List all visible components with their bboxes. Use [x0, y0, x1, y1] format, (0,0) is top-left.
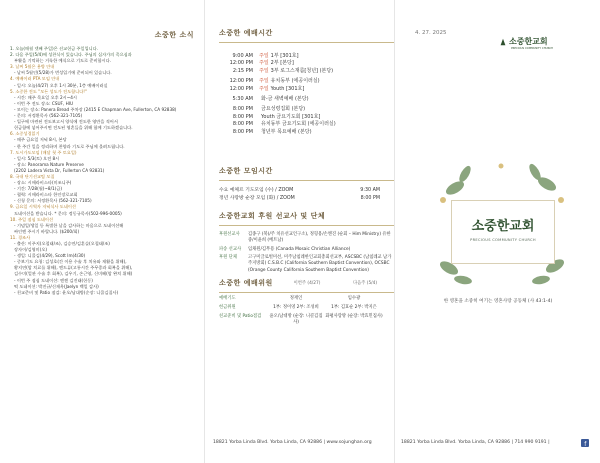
- schedule-row: [219, 96, 394, 103]
- divider: [219, 180, 394, 181]
- meeting-name: 정년 사랑방 순장 모임 (화) / ZOOM: [219, 196, 295, 202]
- news-item: 10. 주일 점심 도네이션: [10, 216, 54, 222]
- svg-text:f: f: [584, 441, 587, 447]
- servant-c2: 1부: 김효순 2부: 박지은: [331, 304, 377, 310]
- schedule-desc: 1부 [301호]: [270, 53, 299, 59]
- schedule-time: 8:00 PM: [232, 128, 253, 135]
- news-item: - 장소: 시애라비스타(미조니주): [14, 180, 72, 186]
- meeting-row: [219, 195, 394, 203]
- schedule-day: 주일: [259, 78, 269, 85]
- bulletin-date: 4. 27. 2025: [415, 30, 447, 36]
- schedule-desc: Youth 금요기도회 [301호]: [261, 113, 321, 120]
- news-item: - 문의: 서정환목사 (562-321-7105): [14, 113, 83, 119]
- servant-c1: 윤오/남대방 (순장: 니콜김집사): [269, 313, 323, 325]
- mission-row: [219, 247, 394, 253]
- news-item: - 일시: 5/3(토) 오전 8시: [14, 155, 60, 161]
- cover-panel: [394, 0, 600, 463]
- news-item: (2202 Ladera Vista Dr, Fullerton CA 92831): [14, 167, 105, 173]
- servant-c2: 임수광: [347, 295, 361, 301]
- schedule-day: 주일: [259, 85, 269, 92]
- facebook-icon[interactable]: [581, 439, 589, 447]
- servant-k: 예배기도: [219, 295, 236, 301]
- news-panel: [0, 0, 204, 463]
- news-item: - 이번 주 전도 장소: CSUF, HIU: [14, 100, 74, 106]
- news-item: 황지연(암 치료를 위해), 엔드류(고통시간 주무종과 회복을 위해),: [14, 265, 133, 271]
- schedule-row: [219, 106, 394, 113]
- mission-title: 소중한교회 후원 선교사 및 단체: [219, 212, 326, 221]
- schedule-time: 8:00 PM: [232, 106, 253, 113]
- schedule-row: [219, 86, 394, 93]
- schedule-row: [219, 68, 394, 75]
- cover-verse: 한 영혼을 소중히 여기는 영혼사랑 공동체 (사 43:1-4): [443, 299, 553, 304]
- news-item: 11. 경조사: [10, 234, 31, 240]
- news-item: 부활을 기억하는 거룩한 예식으로 기도로 준비합시다.: [14, 58, 111, 64]
- news-item: - 출산: 이주지(오철태/조), 김승연/김훈슬(오철태/조): [14, 241, 110, 246]
- mission-key: 후원선교사: [219, 232, 240, 238]
- news-item: - 입구에 마련된 전도보고서 양식에 전도한 영만을 적어서: [14, 119, 118, 125]
- divider: [219, 225, 394, 226]
- meeting-row: [219, 187, 394, 195]
- mission-row: [219, 255, 394, 274]
- news-item: - 기간: 7/28(월)~8/1(금): [14, 186, 62, 192]
- schedule-day: 주일: [259, 67, 269, 74]
- news-item: - 신청 문의: 서정환목사 (562-321-7105): [14, 198, 92, 204]
- news-item: 3. 날씨 5월은 용방 안내: [10, 64, 55, 70]
- footer-address: 18821 Yorba Linda Blvd. Yorba Linda, CA 92886 | www.sojunghan.org: [213, 440, 372, 445]
- schedule-time: 8:00 PM: [232, 113, 253, 120]
- mission-key: 파송 선교사: [219, 246, 242, 252]
- cover-church-name: 소중한교회: [471, 219, 535, 234]
- news-item: - 생일: 니콜김(4/29), Scott lm(4/30): [14, 253, 86, 259]
- news-item: 싸인엔 주시기 바랍니다. ($200/회): [14, 228, 80, 234]
- logo-korean: 소중한교회: [509, 37, 548, 46]
- mission-row: [219, 232, 394, 245]
- news-item: 떡 도네이션: 박진규/신재옥(Jaelyn 백일 감사): [14, 283, 99, 289]
- schedule-title: 소중한 예배시간: [219, 29, 273, 37]
- servant-c2: 화평사랑방 (순장: 박효민집사): [325, 313, 383, 319]
- logo-mark-icon: [499, 38, 507, 46]
- servant-row: [219, 305, 394, 311]
- divider: [219, 292, 394, 293]
- schedule-row: [219, 53, 394, 60]
- news-item: - 이번 주 점심 도네이션: 엔젠 김진태(헌동): [14, 277, 93, 283]
- news-item: - 매주 금요일 저녁 8시, 본당: [14, 137, 67, 143]
- schedule-time: 9:00 AM: [232, 53, 253, 59]
- schedule-desc: 화-금 새벽예배 (본당): [261, 96, 309, 103]
- meeting-time: 8:00 PM: [360, 196, 380, 202]
- servants-list: [219, 296, 394, 326]
- meeting-time: 9:30 AM: [360, 188, 380, 194]
- news-item: 5. 소중한 전도 "모든 성도가 전도합니다!": [10, 88, 87, 94]
- cover-card: [451, 200, 555, 264]
- schedule-row: [219, 78, 394, 85]
- mission-value: 임채원/김무용 (Canada Mosaic Christian Alliance): [248, 246, 351, 252]
- schedule-desc: Youth [301호]: [270, 85, 305, 92]
- servants-section: [219, 278, 394, 326]
- servant-k: 친교준비 및 Patio점검: [219, 313, 262, 319]
- news-item: - 장소: Panorama Nature Preserve: [14, 161, 84, 167]
- news-item: 김수미(얼관 수술 후 회복), 김우기, 손근영, 신미혜(암 완치 위해): [14, 271, 133, 277]
- schedule-time: 12:00 PM: [229, 78, 253, 85]
- mission-key: 후원 단체: [219, 254, 237, 260]
- servant-k: 헌금위원: [219, 304, 236, 310]
- servant-row: [219, 314, 394, 326]
- news-item: - 기념일/생일 등 특별한 날을 감사하는 마음으로 도네이션해: [14, 222, 124, 228]
- news-item: 7. 도시가도모임 (매달 첫 주 토요일): [10, 149, 77, 155]
- footer-contact: 18821 Yorba Linda Blvd. Yorba Linda, CA 92886 | 714 990 9191 |: [401, 440, 550, 445]
- news-item: 도네이션을 받습니다. * 문의: 정동규목사(502-996-0005): [14, 210, 122, 216]
- cover-church-english: PRECIOUS COMMUNITY CHURCH: [470, 238, 536, 242]
- news-item: - 일시: 오늘(4/27) 오후 1시 30분, 1층 예배이러실: [14, 82, 108, 88]
- schedule-time: 5:30 AM: [232, 96, 253, 103]
- schedule-time: 12:00 PM: [229, 85, 253, 92]
- mission-value: 김종구 (북)/주 치유선교언구소), 정형용/손옌진 (순회 – Him Ministry) 유한중/이윤희 (베트남): [248, 232, 391, 244]
- schedule-row: [219, 129, 394, 136]
- news-item: - 중보기도 요청: 김성호(간 이용 수술 후 치유와 재활을 위해),: [14, 259, 127, 265]
- news-item: 장자이/김영미(오): [14, 247, 47, 253]
- schedule-desc: 유치동부 금요기도회 (에공이러실): [261, 121, 336, 128]
- divider: [219, 42, 394, 43]
- servants-col-next-week: 다음주 (5/4): [352, 280, 378, 286]
- news-item: - 협력: 시애라비스타 한인장로교회: [14, 192, 78, 198]
- mission-list: [219, 232, 394, 274]
- news-list: [10, 46, 198, 296]
- mission-value: 고구미글로벌미션, 미주남침례한인교회총회선교부, ASCSBC (남침례교 남가주지방회) C.S.B.C (California Southern Baptist Convention), OCSBC (Orange County California Southern Baptist Convention): [248, 254, 392, 273]
- schedule-desc: 청년부 목요예배 (본당): [261, 128, 312, 135]
- servant-c1: 1부: 정이영 2부: 조성희: [273, 304, 319, 310]
- schedule-time: 8:00 PM: [232, 121, 253, 128]
- servant-c1: 정재인: [289, 295, 303, 301]
- schedule-desc: 유치동부 (에공이러실): [270, 78, 320, 85]
- schedule-row: [219, 60, 394, 67]
- church-logo: [499, 36, 554, 50]
- schedule-panel: [204, 0, 394, 463]
- news-item: 8. 국내 단기선교팀 모집: [10, 173, 55, 179]
- schedule-time: 12:00 PM: [229, 60, 253, 67]
- news-item: 헌금함에 넣어주시면 전도된 영혼들을 위해 함께 기도하겠습니다.: [14, 125, 133, 131]
- news-item: - 한 주간 일을 정리하며 찬양과 기도로 주님께 올려드립니다.: [14, 143, 125, 149]
- schedule-day: 주일: [259, 53, 269, 59]
- schedule-desc: 3부 로그스재름[청년] (본당): [270, 67, 334, 74]
- bible-title: 소중한 모임시간: [219, 167, 273, 176]
- logo-english: PRECIOUS COMMUNITY CHURCH: [511, 47, 554, 50]
- news-item: - 친교준비 및 Patio 점검: 윤오/남대방(순장: 니콜김집사): [14, 289, 119, 295]
- servants-col-this-week: 이번주 (4/27): [293, 280, 321, 286]
- news-item: 2. 다음 주일(5/4)에 성찬식이 있습니다. 주님의 십자가의 죽으심과: [10, 52, 132, 58]
- news-item: 4. 예배이러 PTA 모임 안내: [10, 76, 60, 82]
- news-item: 6. 소중성경읽기: [10, 131, 40, 137]
- schedule-time: 2:15 PM: [232, 67, 253, 74]
- servant-row: [219, 296, 394, 302]
- schedule-row: [219, 121, 394, 128]
- schedule-desc: 2부 [본당]: [270, 60, 294, 67]
- news-item: - 날씨 5월인(5/28)가 번성입기에 준비되어 있습니다.: [14, 70, 112, 76]
- news-item: 1. 오늘(매월 넷째 주일)은 선교헌금 주일입니다.: [10, 46, 99, 51]
- bible-list: [219, 187, 394, 203]
- schedule-day: 주일: [259, 60, 269, 67]
- news-item: 9. 금요일 시역자 저녁식사 도네이션: [10, 204, 76, 210]
- news-title: 소중한 소식: [154, 31, 194, 39]
- meeting-name: 수요 예체르 기도모임 (수) / ZOOM: [219, 188, 294, 194]
- news-item: - 시간: 매주 목요일 오후 2시~4시: [14, 94, 77, 100]
- schedule-list: [219, 53, 394, 136]
- schedule-desc: 금요성령집회 (본당): [261, 106, 306, 113]
- servants-title: 소중한 예배위원: [219, 278, 273, 287]
- news-item: - 모이는 장소: Panera Bread 주차장 (2415 E Chapman Ave, Fullerton, CA 92838): [14, 106, 177, 112]
